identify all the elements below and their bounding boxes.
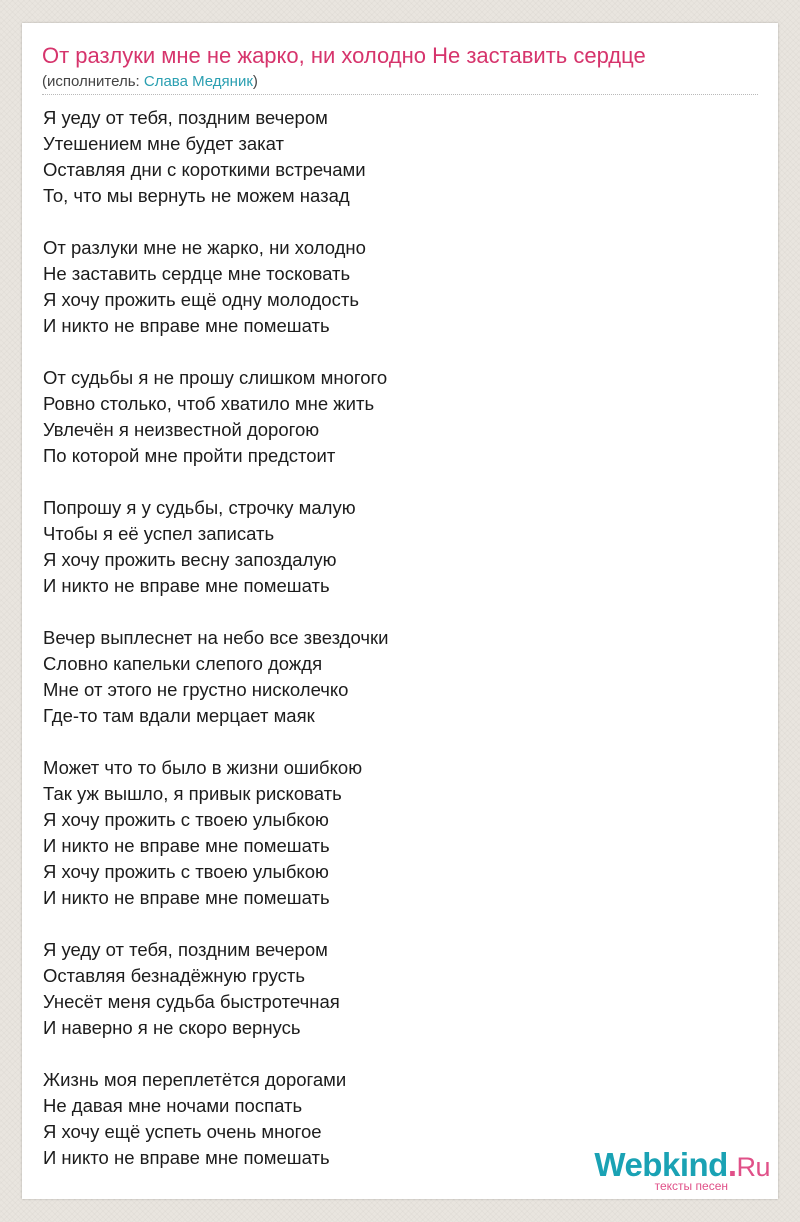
lyric-line: Я уеду от тебя, поздним вечером [43, 107, 328, 128]
lyric-line: И никто не вправе мне помешать [43, 1147, 330, 1168]
lyric-line: Чтобы я её успел записать [43, 523, 275, 544]
lyric-line: Я хочу прожить весну запоздалую [43, 549, 337, 570]
lyric-line: Словно капельки слепого дождя [43, 653, 323, 674]
byline-suffix: ) [252, 73, 258, 90]
lyric-line: Где-то там вдали мерцает маяк [43, 705, 315, 726]
lyrics-text [43, 105, 388, 1197]
lyric-line: Увлечён я неизвестной дорогою [43, 419, 320, 440]
lyric-line: По которой мне пройти предстоит [43, 445, 336, 466]
logo-dot: . [727, 1146, 737, 1183]
lyric-line: От судьбы я не прошу слишком многого [43, 367, 388, 388]
logo-tld: Ru [736, 1152, 770, 1182]
song-title: От разлуки мне не жарко, ни холодно Не заставить сердце [42, 43, 646, 68]
byline [42, 72, 258, 92]
stanza [43, 1067, 388, 1171]
stanza [43, 625, 388, 729]
lyric-line: И никто не вправе мне помешать [43, 575, 330, 596]
stanza [43, 365, 388, 469]
stanza [43, 755, 388, 911]
lyric-line: Попрошу я у судьбы, строчку малую [43, 497, 356, 518]
lyric-line: Я хочу прожить с твоею улыбкою [43, 809, 329, 830]
lyric-line: Так уж вышло, я привык рисковать [43, 783, 342, 804]
lyric-line: Мне от этого не грустно нисколечко [43, 679, 349, 700]
lyric-line: Вечер выплеснет на небо все звездочки [43, 627, 389, 648]
lyric-line: И никто не вправе мне помешать [43, 315, 330, 336]
lyric-line: И наверно я не скоро вернусь [43, 1017, 301, 1038]
logo-name: Webkind [594, 1146, 728, 1183]
lyric-line: И никто не вправе мне помешать [43, 887, 330, 908]
stanza [43, 937, 388, 1041]
lyrics-card [22, 23, 778, 1199]
lyric-line: Я уеду от тебя, поздним вечером [43, 939, 328, 960]
divider [42, 94, 758, 95]
site-logo[interactable] [594, 1148, 770, 1192]
lyric-line: Жизнь моя переплетётся дорогами [43, 1069, 347, 1090]
lyric-line: Я хочу прожить с твоею улыбкою [43, 861, 329, 882]
stanza [43, 105, 388, 209]
logo-tagline: тексты песен [654, 1179, 728, 1193]
lyric-line: Не заставить сердце мне тосковать [43, 263, 351, 284]
lyric-line: От разлуки мне не жарко, ни холодно [43, 237, 366, 258]
stanza [43, 495, 388, 599]
lyric-line: Унесёт меня судьба быстротечная [43, 991, 340, 1012]
lyric-line: Я хочу ещё успеть очень многое [43, 1121, 322, 1142]
lyric-line: Оставляя безнадёжную грусть [43, 965, 305, 986]
lyric-line: Утешением мне будет закат [43, 133, 285, 154]
lyric-line: Может что то было в жизни ошибкою [43, 757, 363, 778]
lyric-line: Я хочу прожить ещё одну молодость [43, 289, 359, 310]
artist-link[interactable]: Слава Медяник [143, 73, 253, 90]
lyric-line: Оставляя дни с короткими встречами [43, 159, 366, 180]
lyric-line: То, что мы вернуть не можем назад [43, 185, 350, 206]
stanza [43, 235, 388, 339]
lyric-line: И никто не вправе мне помешать [43, 835, 330, 856]
lyric-line: Ровно столько, чтоб хватило мне жить [43, 393, 375, 414]
lyric-line: Не давая мне ночами поспать [43, 1095, 303, 1116]
byline-prefix: (исполнитель: [42, 73, 144, 90]
